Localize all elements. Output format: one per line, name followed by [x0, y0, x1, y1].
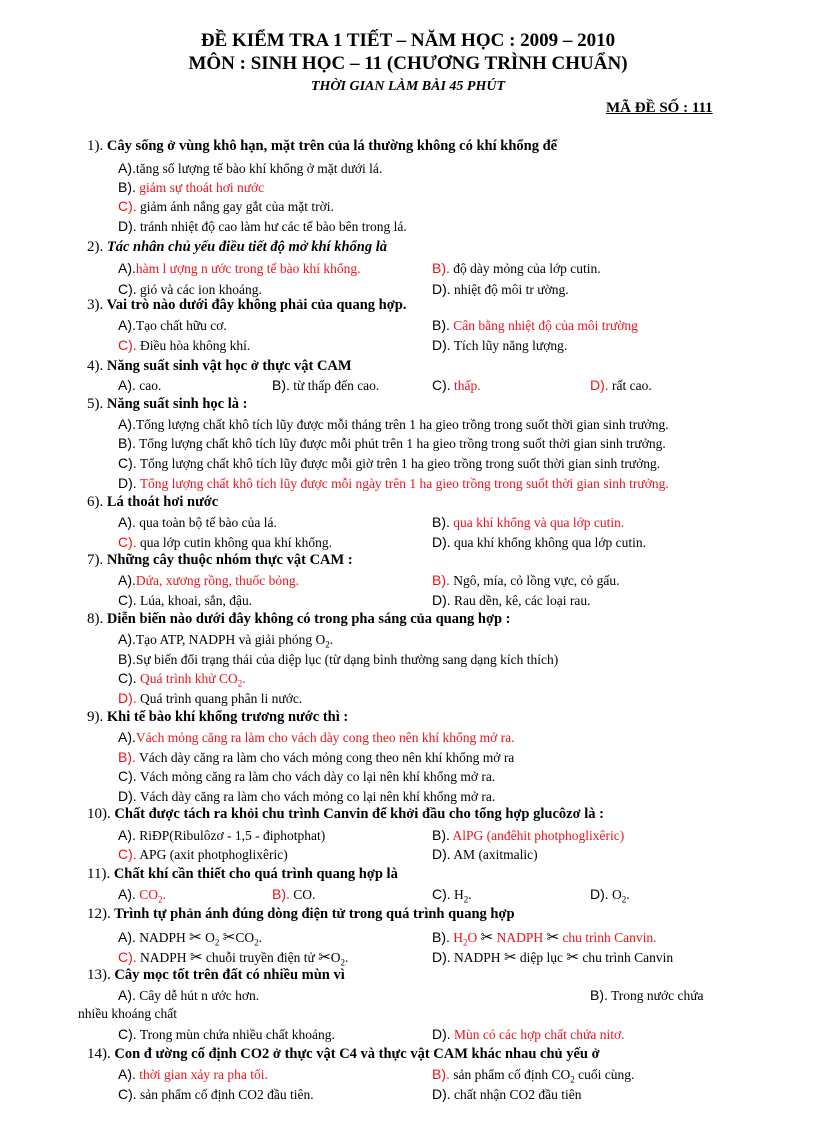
q8-option-b: B).Sự biến đổi trạng thái của diệp lục (từ dạng bình thường sang dạng kích thích)	[118, 651, 559, 667]
q3-option-c: C). Điều hòa không khí.	[118, 337, 251, 353]
q11-option-d: D). $O_2$.	[590, 886, 630, 905]
q10-option-a: A). RiĐP(Ribulôzơ - 1,5 - điphotphat)	[118, 827, 326, 843]
q3-option-d: D). Tích lũy năng lượng.	[432, 337, 568, 353]
q7-option-d: D). Rau dền, kê, các loại rau.	[432, 592, 591, 608]
question-6: 6). Lá thoát hơi nước	[87, 494, 219, 510]
q4-option-b: B). từ thấp đến cao.	[272, 377, 380, 393]
q8-option-a: A).Tạo ATP, NADPH và giải phóng $O_2$.	[118, 631, 334, 650]
q12-option-d: D). NADPH ✂ diệp lục ✂ chu trình Canvin	[432, 949, 674, 966]
scissors-icon: ✂	[566, 950, 579, 966]
q8-option-d: D). Quá trình quang phân li nước.	[118, 690, 303, 706]
question-7: 7). Những cây thuộc nhóm thực vật CAM :	[87, 552, 353, 568]
q9-option-c: C). Vách mỏng căng ra làm cho vách dày co lại nên khí khổng mở ra.	[118, 768, 496, 784]
q10-option-b: B). AlPG (anđêhit photphoglixêric)	[432, 827, 625, 843]
question-11: 11). Chất khí cần thiết cho quá trình quang hợp là	[87, 866, 398, 882]
q5-option-d: D). Tổng lượng chất khô tích lũy được mỗi ngày trên 1 ha gieo trồng trong suốt thời gian sinh trưởng.	[118, 475, 669, 491]
q7-option-c: C). Lúa, khoai, sắn, đậu.	[118, 592, 253, 608]
q13-option-d: D). Mùn có các hợp chất chứa nitơ.	[432, 1026, 625, 1042]
q14-option-a: A). thời gian xảy ra pha tối.	[118, 1066, 268, 1082]
question-3: 3). Vai trò nào dưới đây không phải của quang hợp.	[87, 297, 407, 313]
exam-code: MÃ ĐỀ SỐ : 111	[606, 100, 713, 116]
scissors-icon: ✂	[480, 930, 494, 946]
q2-option-b: B). độ dày mỏng của lớp cutin.	[432, 260, 601, 276]
q11-option-c: C). $H_2$.	[432, 886, 472, 905]
question-2: 2). Tác nhân chủ yếu điều tiết độ mở khí khổng là	[87, 239, 387, 255]
question-4: 4). Năng suất sinh vật học ở thực vật CAM	[87, 358, 352, 374]
q1-option-b: B). giảm sự thoát hơi nước	[118, 179, 265, 195]
q11-option-b: B). CO.	[272, 886, 316, 902]
q14-option-b: B). sản phẩm cố định $CO_2$ cuối cùng.	[432, 1066, 635, 1085]
question-13: 13). Cây mọc tốt trên đất có nhiều mùn vì	[87, 967, 345, 983]
question-5: 5). Năng suất sinh học là :	[87, 396, 248, 412]
q13-option-c: C). Trong mùn chứa nhiều chất khoáng.	[118, 1026, 335, 1042]
q1-option-c: C). giảm ánh nắng gay gắt của mặt trời.	[118, 198, 334, 214]
scissors-icon: ✂	[318, 950, 331, 966]
q6-option-b: B). qua khí khổng và qua lớp cutin.	[432, 514, 625, 530]
q2-option-c: C). gió và các ion khoáng.	[118, 281, 262, 297]
question-1: 1). Cây sống ở vùng khô hạn, mặt trên của lá thường không có khí khổng để	[87, 138, 558, 154]
question-9: 9). Khi tế bào khí khổng trương nước thì :	[87, 709, 349, 725]
question-14: 14). Con đ ường cố định CO2 ở thực vật C4 và thực vật CAM khác nhau chủ yếu ở	[87, 1046, 600, 1062]
question-12: 12). Trình tự phản ánh đúng dòng điện tử trong quá trình quang hợp	[87, 906, 515, 922]
q12-option-b: B). $H_2O$ ✂ NADPH ✂ chu trình Canvin.	[432, 929, 657, 948]
q8-option-c: C). Quá trình khử $CO_2$.	[118, 670, 246, 689]
q10-option-d: D). AM (axitmalic)	[432, 846, 538, 862]
q13-option-b-continued: nhiều khoáng chất	[78, 1006, 177, 1021]
exam-time: THỜI GIAN LÀM BÀI 45 PHÚT	[310, 79, 506, 94]
q5-option-a: A).Tổng lượng chất khô tích lũy được mỗi tháng trên 1 ha gieo trồng trong suốt thời gian sinh trưởng.	[118, 416, 669, 432]
q5-option-b: B). Tổng lượng chất khô tích lũy được mỗi phút trên 1 ha gieo trồng trong suốt thời gian sinh trưởng.	[118, 435, 666, 451]
exam-title: ĐỀ KIỂM TRA 1 TIẾT – NĂM HỌC : 2009 – 2010	[200, 30, 616, 51]
scissors-icon: ✂	[189, 950, 203, 966]
q11-option-a: A). $CO_2$.	[118, 886, 166, 905]
q10-option-c: C). APG (axit photphoglixêric)	[118, 846, 288, 862]
question-8: 8). Diễn biến nào dưới đây không có trong pha sáng của quang hợp :	[87, 611, 511, 627]
q14-option-c: C). sản phẩm cố định CO2 đầu tiên.	[118, 1086, 314, 1102]
q2-option-a: A).hàm l ượng n ước trong tế bào khí khổng.	[118, 260, 361, 276]
q6-option-c: C). qua lớp cutin không qua khí khổng.	[118, 534, 333, 550]
q6-option-a: A). qua toàn bộ tế bào của lá.	[118, 514, 277, 530]
scissors-icon: ✂	[503, 950, 517, 966]
q13-option-b: B). Trong nước chứa	[590, 987, 704, 1003]
q12-option-a: A). NADPH ✂ $O_2$ $✂CO_2$.	[118, 929, 262, 948]
q9-option-a: A).Vách mỏng căng ra làm cho vách dày cong theo nên khí khổng mở ra.	[118, 729, 515, 745]
q3-option-a: A).Tạo chất hữu cơ.	[118, 317, 227, 333]
q3-option-b: B). Cân bằng nhiệt độ của môi trường	[432, 317, 638, 333]
q4-option-d: D). rất cao.	[590, 377, 652, 393]
exam-subject: MÔN : SINH HỌC – 11 (CHƯƠNG TRÌNH CHUẨN)	[188, 53, 628, 74]
q6-option-d: D). qua khí khổng không qua lớp cutin.	[432, 534, 647, 550]
q14-option-d: D). chất nhận CO2 đầu tiên	[432, 1086, 582, 1102]
scissors-icon: ✂	[222, 930, 236, 946]
scissors-icon: ✂	[189, 930, 202, 946]
question-10: 10). Chất được tách ra khỏi chu trình Canvin để khởi đầu cho tổng hợp glucôzơ là :	[87, 806, 604, 822]
q1-option-d: D). tránh nhiệt độ cao làm hư các tế bào bên trong lá.	[118, 218, 407, 234]
q12-option-c: C). NADPH ✂ chuỗi truyền điện tử $✂O_2$.	[118, 949, 349, 968]
q9-option-b: B). Vách dày căng ra làm cho vách mỏng cong theo nên khí khổng mở ra	[118, 749, 515, 765]
q9-option-d: D). Vách dày căng ra làm cho vách mỏng co lại nên khí khổng mở ra.	[118, 788, 496, 804]
q1-option-a: A).tăng số lượng tế bào khí khổng ở mặt dưới lá.	[118, 160, 383, 176]
q7-option-b: B). Ngô, mía, cỏ lồng vực, cỏ gấu.	[432, 572, 620, 588]
q13-option-a: A). Cây dễ hút n ước hơn.	[118, 987, 260, 1003]
q7-option-a: A).Dứa, xương rồng, thuốc bỏng.	[118, 572, 300, 588]
q4-option-c: C). thấp.	[432, 377, 481, 393]
q4-option-a: A). cao.	[118, 377, 162, 393]
q5-option-c: C). Tổng lượng chất khô tích lũy được mỗi giờ trên 1 ha gieo trồng trong suốt thời gian sinh trưởng.	[118, 455, 661, 471]
q2-option-d: D). nhiệt độ môi tr ường.	[432, 281, 569, 297]
scissors-icon: ✂	[546, 930, 560, 946]
